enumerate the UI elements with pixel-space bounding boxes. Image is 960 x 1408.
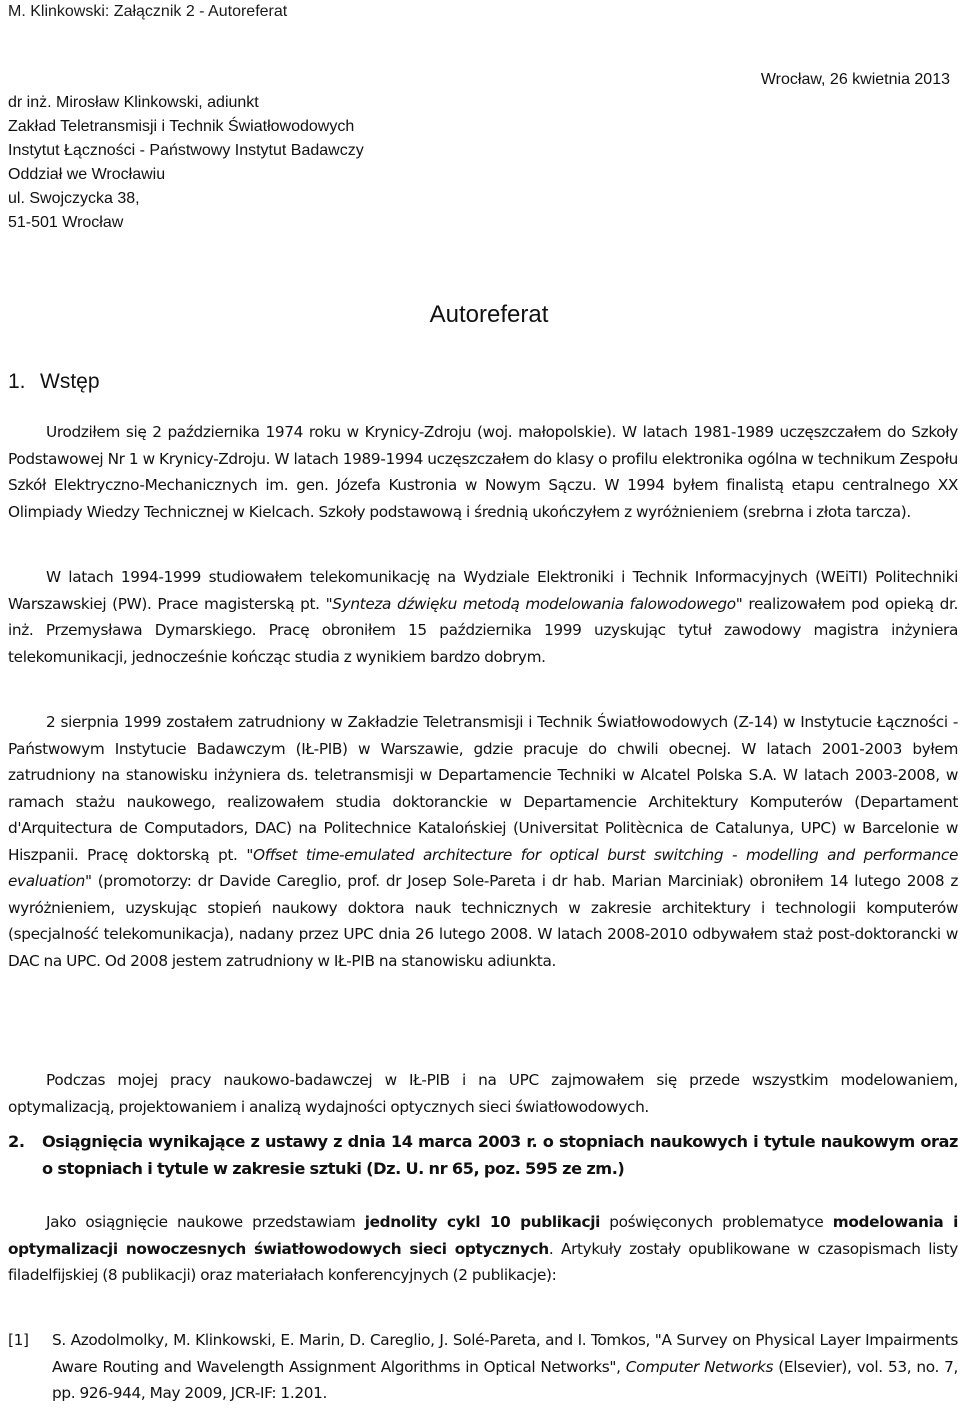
paragraph-achievement [8, 1209, 958, 1289]
section-1-heading [8, 368, 100, 396]
place-date: Wrocław, 26 kwietnia 2013 [760, 71, 950, 88]
text-run: W latach 1994-1999 studiowałem telekomunikację na Wydziale Elektroniki i Technik Informacyjnych (WEiTI) Politechniki Warszawskiej (PW). Prace magisterską pt. " [8, 568, 958, 613]
section-number: 2. [8, 1132, 25, 1151]
address-line: Oddział we Wrocławiu [8, 166, 166, 183]
text-run: (Elsevier), vol. 53, no. 7, pp. 926-944, May 2009, JCR-IF: 1.201. [52, 1357, 958, 1402]
text-run: . Artykuły zostały opublikowane w czasopismach listy filadelfijskiej (8 publikacji) oraz materiałach konferencyjnych (2 publikacje): [8, 1239, 959, 1284]
paragraph-education [8, 419, 958, 525]
document-header-title: M. Klinkowski: Załącznik 2 - Autoreferat [8, 3, 288, 20]
section-number: 1. [8, 370, 26, 393]
text-run: 2 sierpnia 1999 zostałem zatrudniony w Zakładzie Teletransmisji i Technik Światłowodowych (Z-14) w Instytucie Łączności - Państwowym Instytucie Badawczym (IŁ-PIB) w Warszawie, gdzie pracuje do chwili obecnej. W latach 2001-2003 byłem zatrudniony na stanowisku inżyniera ds. teletransmisji w Departamencie Techniki w Alcatel Polska S.A. W latach 2003-2008, w ramach stażu naukowego, realizowałem studia doktoranckie w Departamencie Architektury Komputerów (Departament d'Arquitectura de Computadors, DAC) na Politechnice Katalońskiej (Universitat Politècnica de Catalunya, UPC) w Barcelonie w Hiszpanii. Pracę doktorską pt. " [8, 713, 958, 864]
master-thesis-title: Synteza dźwięku metodą modelowania falowodowego [332, 594, 736, 613]
bold-text: modelowania i optymalizacji nowoczesnych światłowodowych sieci optycznych [8, 1213, 958, 1258]
address-line: Instytut Łączności - Państwowy Instytut Badawczy [8, 142, 364, 159]
section-title: Wstęp [40, 370, 100, 393]
section-title: Osiągnięcia wynikające z ustawy z dnia 14 marca 2003 r. o stopniach naukowych i tytule naukowym oraz o stopniach i tytule w zakresie sztuki (Dz. U. nr 65, poz. 595 ze zm.) [42, 1132, 958, 1178]
text-run: " realizowałem pod opieką dr. inż. Przemysława Dymarskiego. Pracę obroniłem 15 października 1999 uzyskując tytuł zawodowy magistra inżyniera telekomunikacji, jednocześnie kończąc studia z wynikiem bardzo dobrym. [8, 594, 959, 666]
paragraph-text [8, 564, 958, 670]
reference-text [52, 1327, 958, 1407]
address-line: dr inż. Mirosław Klinkowski, adiunkt [8, 94, 259, 111]
paragraph-text [8, 709, 958, 974]
paragraph-studies [8, 564, 958, 670]
address-line: 51-501 Wrocław [8, 214, 124, 231]
paragraph-text: Podczas mojej pracy naukowo-badawczej w IŁ-PIB i na UPC zajmowałem się przede wszystkim modelowaniem, optymalizacją, projektowaniem i analizą wydajności optycznych sieci światłowodowych. [8, 1071, 958, 1116]
text-run: Jako osiągnięcie naukowe przedstawiam [46, 1213, 365, 1231]
reference-item [8, 1327, 958, 1407]
text-run: poświęconych problematyce [599, 1213, 833, 1231]
reference-number: [1] [8, 1331, 29, 1349]
paragraph-career [8, 709, 958, 974]
document-title: Autoreferat [429, 301, 549, 328]
paragraph-text: Urodziłem się 2 października 1974 roku w Krynicy-Zdroju (woj. małopolskie). W latach 1981-1989 uczęszczałem do Szkoły Podstawowej Nr 1 w Krynicy-Zdroju. W latach 1989-1994 uczęszczałem do klasy o profilu elektronika ogólna w technikum Zespołu Szkół Elektryczno-Mechanicznych im. gen. Józefa Kustronia w Nowym Sączu. W 1994 byłem finalistą etapu centralnego XX Olimpiady Wiedzy Technicznej w Kielcach. Szkoły podstawową i średnią ukończyłem z wyróżnieniem (srebrna i złota tarcza). [8, 423, 958, 521]
author-address [8, 91, 364, 235]
phd-thesis-title: Offset time-emulated architecture for optical burst switching - modelling and performance evaluation [8, 845, 959, 890]
paragraph-research [8, 1067, 958, 1120]
address-line: Zakład Teletransmisji i Technik Światłowodowych [8, 118, 355, 135]
paragraph-text [8, 1209, 958, 1289]
bold-text: jednolity cykl 10 publikacji [364, 1213, 600, 1231]
address-line: ul. Swojczycka 38, [8, 190, 140, 207]
journal-name: Computer Networks [625, 1357, 774, 1376]
section-2-heading [8, 1128, 958, 1182]
text-run: S. Azodolmolky, M. Klinkowski, E. Marin, D. Careglio, J. Solé-Pareta, and I. Tomkos, "A Survey on Physical Layer Impairments Aware Routing and Wavelength Assignment Algorithms in Optical Networks", [52, 1331, 958, 1376]
text-run: " (promotorzy: dr Davide Careglio, prof. dr Josep Sole-Pareta i dr hab. Marian Marciniak) obroniłem 14 lutego 2008 z wyróżnieniem, uzyskując stopień naukowy doktora nauk technicznych w zakresie architektury i technologii komputerów (specjalność telekomunikacja), nadany przez UPC dnia 26 lutego 2008. W latach 2008-2010 odbywałem staż post-doktorancki w DAC na UPC. Od 2008 jestem zatrudniony w IŁ-PIB na stanowisku adiunkta. [8, 872, 958, 970]
